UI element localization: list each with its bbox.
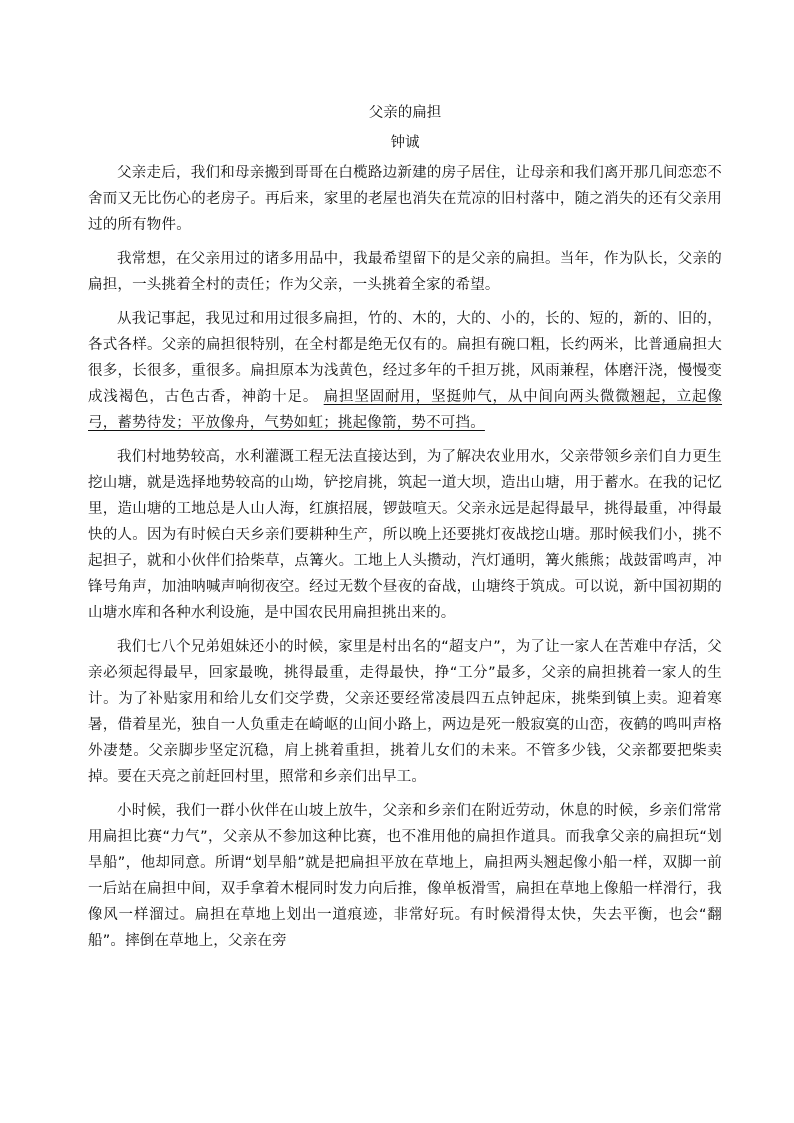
article-title: 父亲的扁担 bbox=[368, 105, 442, 121]
paragraph-3 bbox=[88, 306, 722, 436]
paragraph-4: 我们村地势较高，水利灌溉工程无法直接达到，为了解决农业用水，父亲带领乡亲们自力更生挖山塘，就是选择地势较高的山坳，铲挖肩挑，筑起一道大坝，造出山塘，用于蓄水。在我的记忆里，造山塘的工地总是人山人海，红旗招展，锣鼓喧天。父亲永远是起得最早，挑得最重，冲得最快的人。因为有时候白天乡亲们要耕种生产，所以晚上还要挑灯夜战挖山塘。那时候我们小，挑不起担子，就和小伙伴们拾柴草，点篝火。工地上人头攒动，汽灯通明，篝火熊熊；战鼓雷鸣声，冲锋号角声，加油呐喊声响彻夜空。经过无数个昼夜的奋战，山塘终于筑成。可以说，新中国初期的山塘水库和各种水利设施，是中国农民用扁担挑出来的。 bbox=[88, 449, 722, 621]
underlined-sentence: 扁担坚固耐用，坚挺帅气，从中间向两头微微翘起，立起像弓，蓄势待发；平放像舟，气势如虹；挑起像箭，势不可挡。 bbox=[88, 389, 723, 431]
article bbox=[88, 100, 722, 962]
paragraph-2: 我常想，在父亲用过的诸多用品中，我最希望留下的是父亲的扁担。当年，作为队长，父亲的扁担，一头挑着全村的责任；作为父亲，一头挑着全家的希望。 bbox=[88, 251, 722, 293]
article-author: 钟诚 bbox=[390, 135, 420, 151]
paragraph-5: 我们七八个兄弟姐妹还小的时候，家里是村出名的“超支户”，为了让一家人在苦难中存活，父亲必须起得最早，回家最晚，挑得最重，走得最快，挣“工分”最多，父亲的扁担挑着一家人的生计。为了补贴家用和给儿女们交学费，父亲还要经常凌晨四五点钟起床，挑柴到镇上卖。迎着寒暑，借着星光，独自一人负重走在崎岖的山间小路上，两边是死一般寂寞的山峦，夜鹤的鸣叫声格外凄楚。父亲脚步坚定沉稳，肩上挑着重担，挑着儿女们的未来。不管多少钱，父亲都要把柴卖掉。要在天亮之前赶回村里，照常和乡亲们出早工。 bbox=[88, 639, 722, 785]
paragraph-1: 父亲走后，我们和母亲搬到哥哥在白榄路边新建的房子居住，让母亲和我们离开那几间恋恋不舍而又无比伤心的老房子。再后来，家里的老屋也消失在荒凉的旧村落中，随之消失的还有父亲用过的所有物件。 bbox=[88, 165, 722, 233]
paragraph-6: 小时候，我们一群小伙伴在山坡上放牛，父亲和乡亲们在附近劳动，休息的时候，乡亲们常常用扁担比赛“力气”，父亲从不参加这种比赛，也不准用他的扁担作道具。而我拿父亲的扁担玩“划旱船”，他却同意。所谓“划旱船”就是把扁担平放在草地上，扁担两头翘起像小船一样，双脚一前一后站在扁担中间，双手拿着木棍同时发力向后推，像单板滑雪，扁担在草地上像船一样滑行，我像风一样溜过。扁担在草地上划出一道痕迹，非常好玩。有时候滑得太快，失去平衡，也会“翻船”。摔倒在草地上，父亲在旁 bbox=[88, 803, 722, 949]
paragraph-3-text: 从我记事起，我见过和用过很多扁担，竹的、木的，大的、小的，长的、短的，新的、旧的，各式各样。父亲的扁担很特别，在全村都是绝无仅有的。扁担有碗口粗，长约两米，比普通扁担大很多，长很多，重很多。扁担原本为浅黄色，经过多年的千担万挑，风雨兼程，体磨汗浇，慢慢变成浅褐色，古色古香，神韵十足。 bbox=[88, 311, 722, 405]
